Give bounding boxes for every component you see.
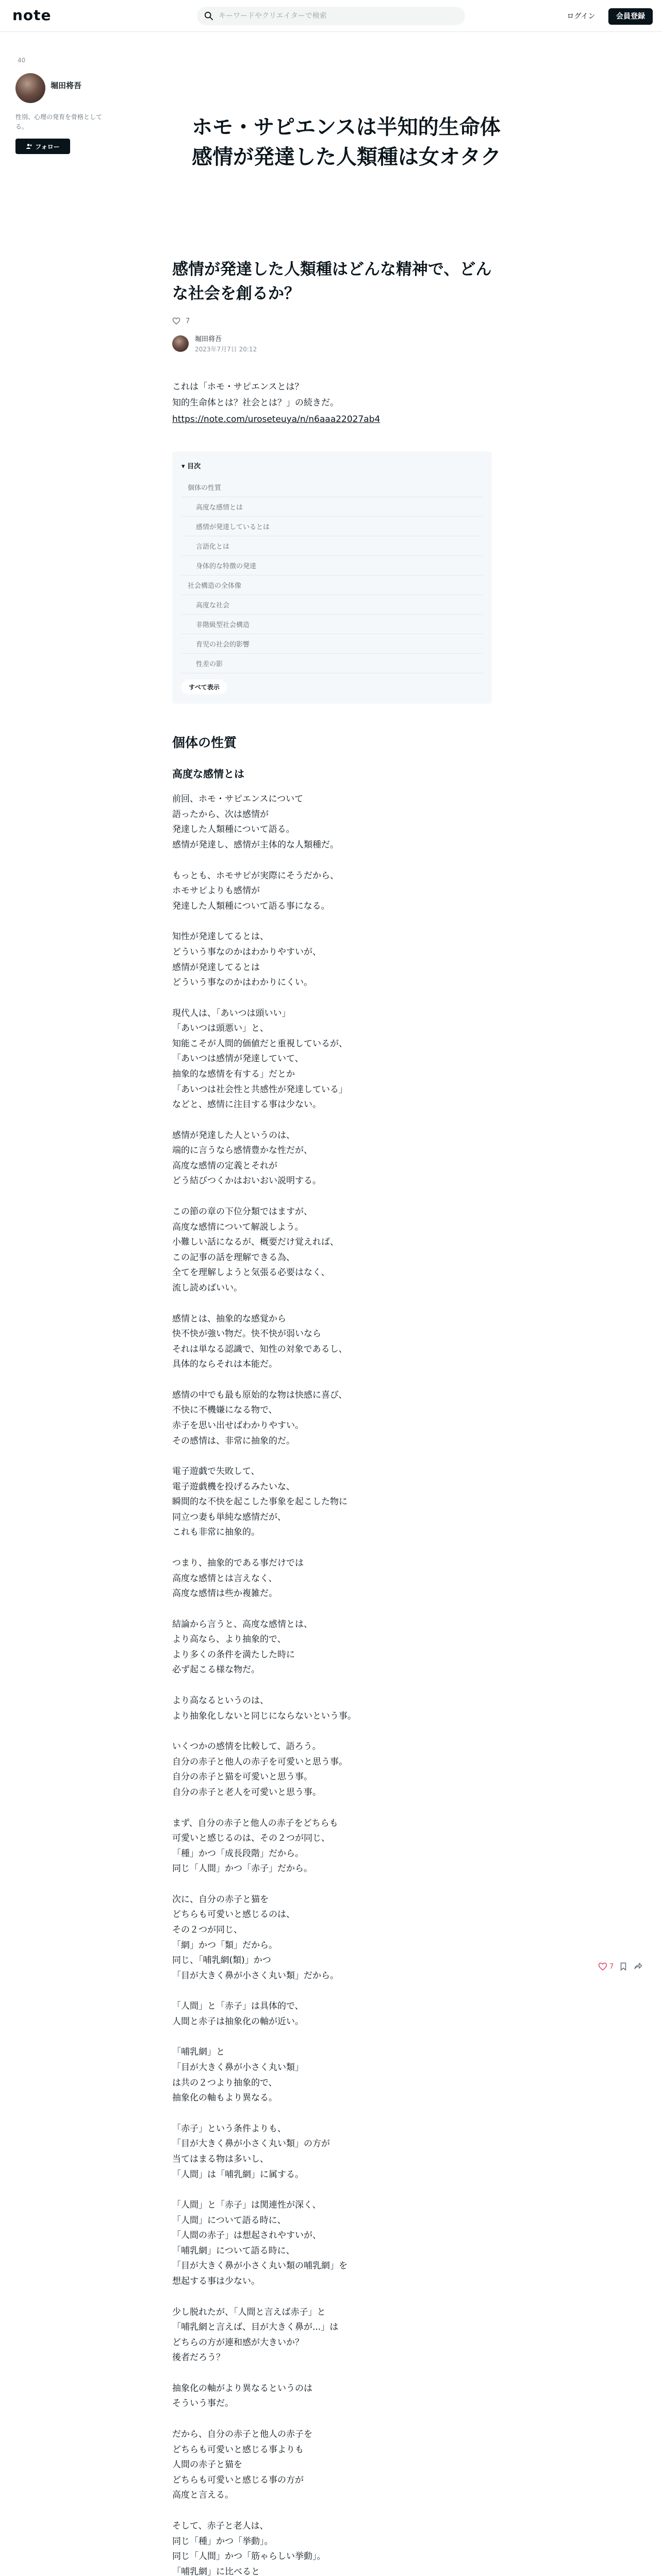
share-icon[interactable] xyxy=(633,1962,642,1971)
toc-item[interactable]: 身体的な特徴の発達 xyxy=(181,556,483,575)
toc-item[interactable]: 性差の影 xyxy=(181,654,483,673)
toc-item[interactable]: 言語化とは xyxy=(181,536,483,556)
follow-button[interactable] xyxy=(15,139,70,154)
floating-like-count: 7 xyxy=(609,1962,614,1971)
intro-line: これは「ホモ・サピエンスとは？ xyxy=(172,382,304,392)
author-bio: 性別、心理の発育を骨格として る。 xyxy=(15,113,103,130)
toc-item[interactable]: 感情が発達しているとは xyxy=(181,517,483,536)
toc-item[interactable]: 高度な社会 xyxy=(181,595,483,615)
body-paragraph: 感情とは、抽象的な感覚から 快不快が強い物だ。快不快が弱いなら それは単なる認識で、知性の対象であるし、 具体的ならそれは本能だ。 xyxy=(172,1313,347,1370)
note-logo[interactable]: note xyxy=(12,7,52,24)
author-avatar[interactable] xyxy=(15,73,45,103)
like-count: 7 xyxy=(186,317,190,325)
table-of-contents xyxy=(172,451,492,704)
body-paragraph: より高なるというのは、 より抽象化しないと同じにならないという事。 xyxy=(172,1696,356,1721)
body-paragraph: いくつかの感情を比較して、語ろう。 自分の赤子と他人の赤子を可愛いと思う事。 自分の赤子と猫を可愛いと思う事。 自分の赤子と老人を可愛いと思う事。 xyxy=(172,1741,347,1798)
body-paragraph: 感情の中でも最も原始的な物は快感に喜び、 不快に不機嫌になる物で、 赤子を思い出せばわかりやすい。 その感情は、非常に抽象的だ。 xyxy=(172,1389,347,1446)
person-plus-icon xyxy=(26,143,32,149)
body-paragraph: 抽象化の軸がより異なるというのは そういう事だ。 xyxy=(172,2383,312,2409)
body-paragraph: そして、赤子と老人は、 同じ「種」かつ「挙動」。 同じ「人間」かつ「筋ゃらしい挙動」。 「哺乳網」に比べると xyxy=(172,2520,326,2576)
site-header xyxy=(0,0,662,32)
toc-item[interactable]: 育児の社会的影響 xyxy=(181,634,483,654)
search-icon xyxy=(204,11,213,21)
body-paragraph: 前回、ホモ・サピエンスについて 語ったから、次は感情が 発達した人類種について語る。 感情が発達し、感情が主体的な人類種だ。 xyxy=(172,794,339,851)
article-meta xyxy=(172,317,492,325)
body-paragraph: もっとも、ホモサピが実際にそうだから、 ホモサピよりも感情が 発達した人類種について語る事になる。 xyxy=(172,870,339,911)
body-paragraph: まず、自分の赤子と他人の赤子をどちらも 可愛いと感じるのは、その２つが同じ、 「種」かつ「成長段階」だから。 同じ「人間」かつ「赤子」だから。 xyxy=(172,1818,338,1874)
body-paragraph: 結論から言うと、高度な感情とは、 より高なら、より抽象的で、 より多くの条件を満たした時に 必ず起こる様な物だ。 xyxy=(172,1619,312,1675)
body-paragraph: 知性が発達してるとは、 どういう事なのかはわかりやすいが、 感情が発達してるとは どういう事なのかはわかりにくい。 xyxy=(172,931,321,988)
article-author-avatar[interactable] xyxy=(172,335,189,352)
article-date: 2023年7月7日 20:12 xyxy=(195,346,257,353)
body-paragraph: 少し脱れたが、「人間と言えば赤子」と 「哺乳網と言えば、目が大きく鼻が...」は どちらの方が連和感が大きいか？ 後者だろう？ xyxy=(172,2307,339,2363)
body-paragraph: 電子遊戯で失敗して、 電子遊戯機を投げるみたいな、 瞬間的な不快を起こした事象を起こした物に 同立つ妻も単純な感情だが、 これも非常に抽象的。 xyxy=(172,1466,347,1538)
article-body xyxy=(172,792,492,2576)
signup-button[interactable]: 会員登録 xyxy=(608,8,653,25)
body-paragraph: 次に、自分の赤子と猫を どちらも可愛いと感じるのは、 その２つが同じ、 「網」かつ「類」だから。 同じ、「哺乳網(類)」かつ 「目が大きく鼻が小さく丸い類」だから。 xyxy=(172,1894,339,1981)
body-paragraph: 「赤子」という条件よりも、 「目が大きく鼻が小さく丸い類」の方が 当てはまる物は多いし、 「人間」は「哺乳網」に属する。 xyxy=(172,2123,330,2180)
body-paragraph: 感情が発達した人というのは、 端的に言うなら感情豊かな性だが、 高度な感情の定義とそれが どう結びつくかはおいおい説明する。 xyxy=(172,1130,321,1187)
article-intro xyxy=(172,379,492,428)
article-title: 感情が発達した人類種はどんな精神で、どんな社会を創るか？ xyxy=(172,260,492,303)
article-author[interactable] xyxy=(172,333,492,353)
chevron-down-icon: ▾ xyxy=(181,463,188,471)
body-paragraph: 「人間」と「赤子」は具体的で、 人間と赤子は抽象化の軸が近い。 xyxy=(172,2001,304,2027)
toc-show-all-button[interactable]: すべて表示 xyxy=(181,680,227,694)
author-sidebar xyxy=(15,57,108,154)
body-paragraph: 「哺乳網」と 「目が大きく鼻が小さく丸い類」 は共の２つより抽象的で、 抽象化の軸もより異なる。 xyxy=(172,2047,304,2104)
toc-item[interactable]: 個体の性質 xyxy=(181,478,483,497)
author-name[interactable]: 堀田将吾 xyxy=(51,81,82,90)
toc-head[interactable]: ▾ 目次 xyxy=(181,463,201,471)
article-author-name[interactable]: 堀田将吾 xyxy=(195,335,222,343)
login-button[interactable]: ログイン xyxy=(559,8,603,25)
body-paragraph: 「人間」と「赤子」は関連性が深く、 「人間」について語る時に、 「人間の赤子」は想起されやすいが、 「哺乳網」について語る時に、 「目が大きく鼻が小さく丸い類の哺乳網」を 想起する事は少ない。 xyxy=(172,2200,347,2286)
magazine-tag: 40 xyxy=(18,57,26,64)
search-input[interactable] xyxy=(219,12,445,20)
search-box[interactable] xyxy=(197,7,465,25)
intro-line: 知的生命体とは？社会とは？」の続きだ。 xyxy=(172,398,339,409)
body-paragraph: だから、自分の赤子と他人の赤子を どちらも可愛いと感じる事よりも 人間の赤子と猫を どちらも可愛いと感じる事の方が 高度と言える。 xyxy=(172,2429,312,2501)
bookmark-icon[interactable] xyxy=(619,1962,628,1971)
toc-item[interactable]: 非階級型社会構造 xyxy=(181,615,483,634)
body-paragraph: 現代人は、「あいつは頭いい」 「あいつは頭悪い」と、 知能こそが人間的価値だと重視しているが、 「あいつは感情が発達していて、 抽象的な感情を有する」だとか 「あいつは社会性と共感性が発達している」 などと、感情に注目する事は少ない。 xyxy=(172,1008,347,1110)
section-heading: 個体の性質 xyxy=(172,735,237,751)
floating-like-button[interactable] xyxy=(598,1962,614,1971)
toc-item[interactable]: 高度な感情とは xyxy=(181,497,483,517)
intro-link[interactable]: https://note.com/uroseteuya/n/n6aaa22027ab4 xyxy=(172,414,380,425)
subsection-heading: 高度な感情とは xyxy=(172,768,244,781)
body-paragraph: つまり、抽象的である事だけでは 高度な感情とは言えなく、 高度な感情は些か複雑だ。 xyxy=(172,1558,304,1599)
follow-label: フォロー xyxy=(35,143,60,150)
magazine-title[interactable]: ホモ・サピエンスは半知的生命体 感情が発達した人類種は女オタク xyxy=(192,115,501,169)
body-paragraph: この節の章の下位分類ではますが、 高度な感情について解説しよう。 小難しい話になるが、概要だけ覚えれば、 この記事の話を理解できる為、 全てを理解しようと気張る必要はなく、 流し読めばいい。 xyxy=(172,1207,339,1293)
heart-icon[interactable] xyxy=(172,317,180,325)
floating-actions xyxy=(598,1962,642,1971)
heart-icon xyxy=(598,1962,607,1971)
article xyxy=(172,258,492,2576)
toc-item[interactable]: 社会構造の全体像 xyxy=(181,575,483,595)
